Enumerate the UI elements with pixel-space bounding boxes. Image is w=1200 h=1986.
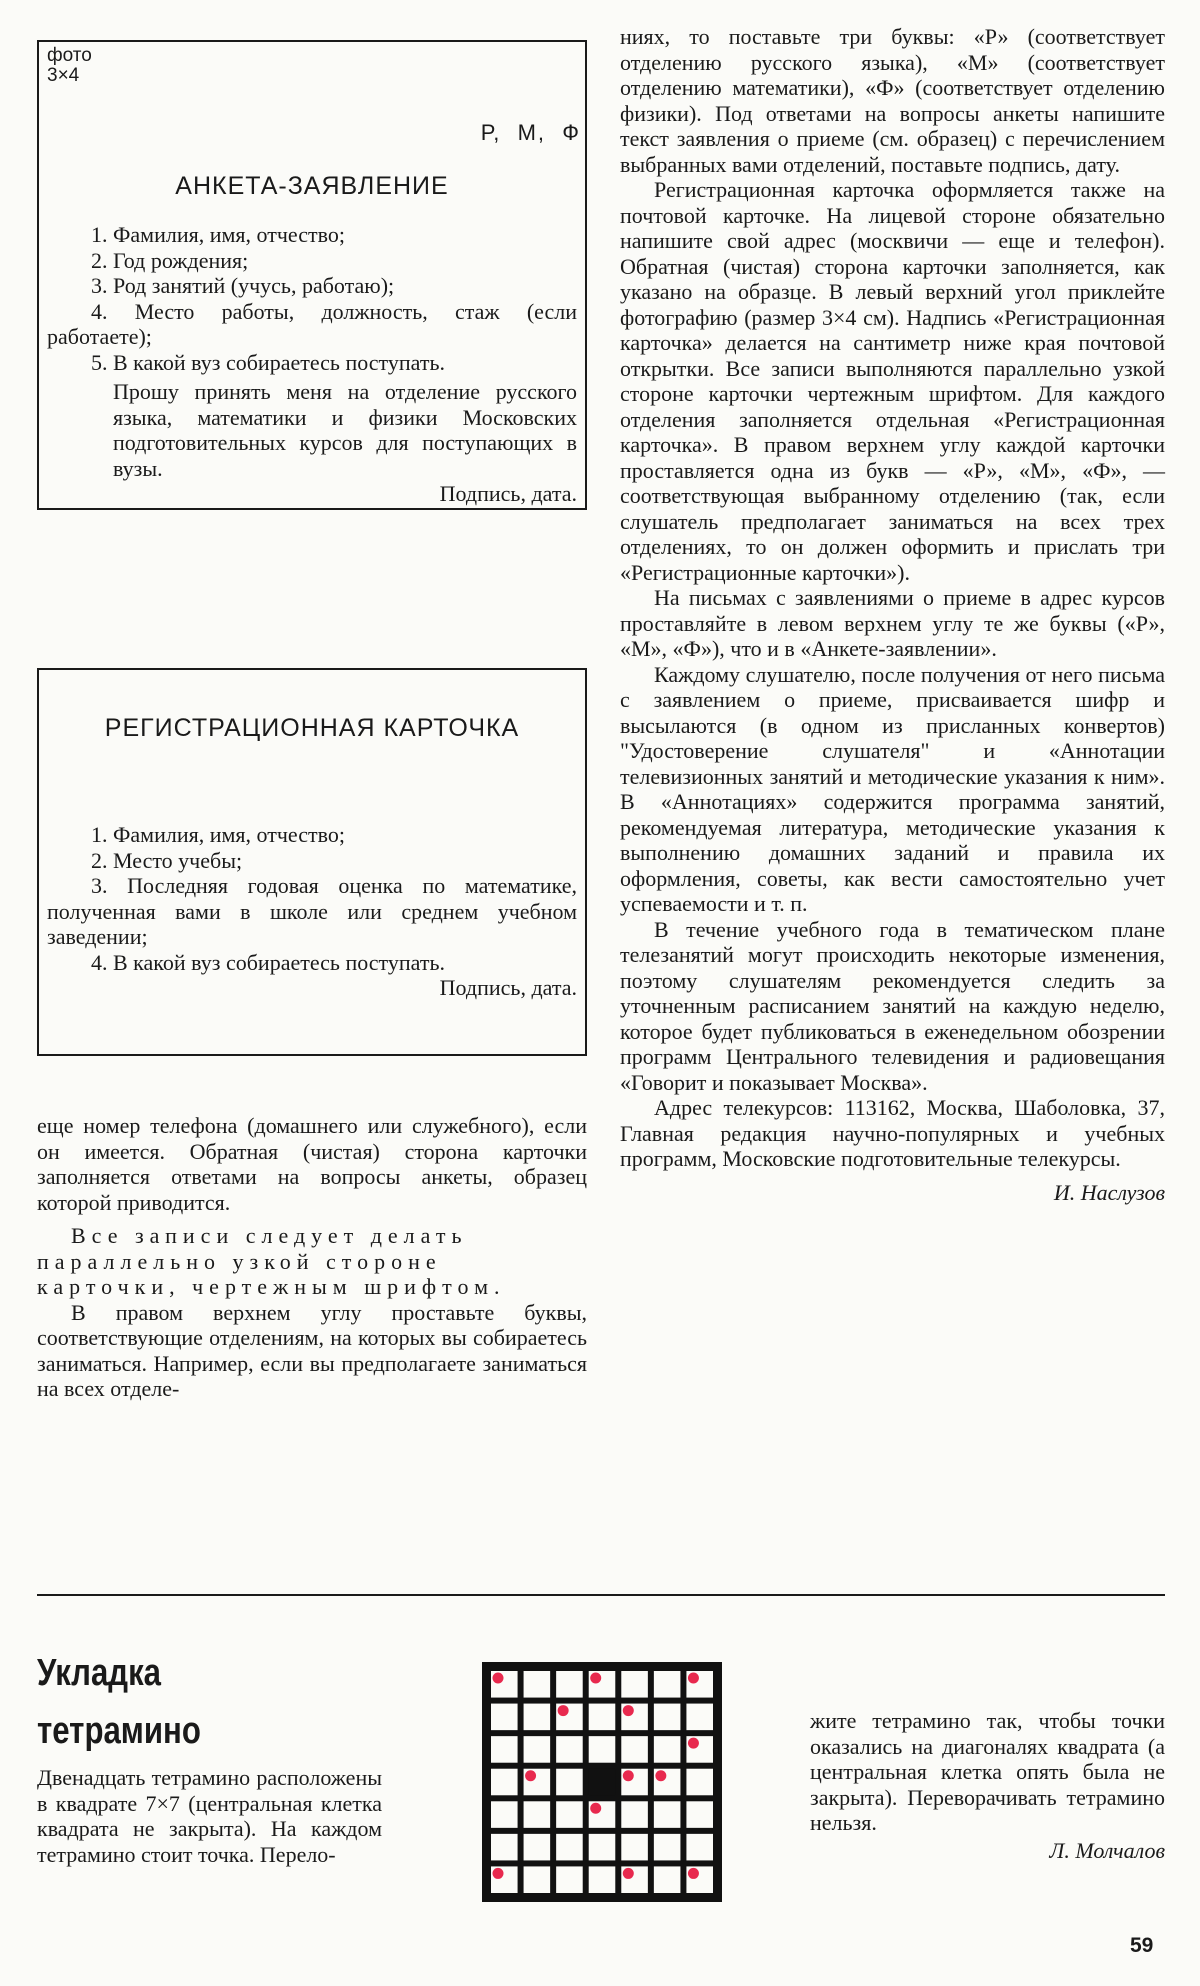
anketa-item: 2. Год рождения; (91, 247, 249, 273)
grid-cell (524, 1801, 551, 1828)
tetramino-dot (493, 1868, 504, 1879)
tetramino-dot (688, 1738, 699, 1749)
grid-cell (491, 1769, 518, 1796)
reg-card-item: 4. В какой вуз собираетесь поступать. (91, 949, 445, 975)
anketa-item: 5. В какой вуз собираетесь поступать. (91, 349, 445, 375)
right-paragraph: Адрес телекурсов: 113162, Москва, Шаболовка, 37, Главная редакция научно-популярных и учебных программ, Московские подготовительные телекурсы. (620, 1095, 1165, 1171)
photo-label: фото 3×4 (47, 45, 92, 86)
grid-cell (556, 1671, 583, 1698)
tetramino-dot (590, 1803, 601, 1814)
tetramino-dot (558, 1705, 569, 1716)
grid-cell (491, 1704, 518, 1731)
grid-cell (556, 1801, 583, 1828)
right-paragraph: ниях, то поставьте три буквы: «Р» (соответствует отделению русского языка), «М» (соответствует отделению математики), «Ф» (соответствует отделению физики). Под ответами на вопросы анкеты напишите текст заявления о приеме (см. образец) с перечислением выбранных вами отделений, поставьте подпись, дату. (620, 24, 1165, 177)
right-author: И. Наслузов (1053, 1179, 1165, 1205)
grid-cell (524, 1834, 551, 1861)
puzzle-title-line2: тетрамино (37, 1710, 201, 1752)
reg-card-signature: Подпись, дата. (439, 975, 577, 1000)
anketa-item: 3. Род занятий (учусь, работаю); (91, 273, 395, 298)
left-paragraph: В правом верхнем углу проставьте буквы, соответствующие отделениям, на которых вы собираетесь заниматься. Например, если вы предполагаете заниматься на всех отделе- (37, 1299, 587, 1401)
grid-cell (589, 1736, 616, 1763)
grid-cell (524, 1671, 551, 1698)
grid-cell (589, 1866, 616, 1893)
grid-cell (686, 1704, 713, 1731)
reg-card-items (47, 822, 577, 975)
grid-cell (589, 1704, 616, 1731)
grid-cell (654, 1736, 681, 1763)
tetramino-dot (623, 1868, 634, 1879)
grid-cell (686, 1834, 713, 1861)
grid-cell (654, 1671, 681, 1698)
registration-card (37, 668, 587, 1056)
right-paragraph: В течение учебного года в тематическом плане телезанятий могут происходить некоторые изменения, поэтому слушателям рекомендуется следить за уточненным расписанием занятий на каждую неделю, которое будет публиковаться в еженедельном обозрении программ Центрального телевидения и радиовещания «Говорит и показывает Москва». (620, 916, 1165, 1095)
anketa-item: 4. Место работы, должность, стаж (если работаете); (47, 298, 577, 349)
grid-cell (556, 1769, 583, 1796)
reg-card-title: РЕГИСТРАЦИОННАЯ КАРТОЧКА (104, 714, 520, 742)
grid-cell (524, 1736, 551, 1763)
grid-cell (589, 1834, 616, 1861)
grid-cell (686, 1801, 713, 1828)
reg-card-item: 2. Место учебы; (91, 847, 243, 873)
right-column-text (620, 24, 1165, 1206)
anketa-request: Прошу принять меня на отделение русского языка, математики и физики Московских подготовительных курсов для поступающих в вузы. (113, 379, 577, 481)
grid-cell (621, 1801, 648, 1828)
tetramino-grid (482, 1662, 722, 1902)
left-paragraph-spaced: Все записи следует делать параллельно узкой стороне карточки, чертежным шрифтом. (37, 1223, 506, 1299)
grid-cell (654, 1866, 681, 1893)
grid-cell (686, 1769, 713, 1796)
section-divider (37, 1594, 1165, 1596)
grid-cell (491, 1801, 518, 1828)
tetramino-dot (688, 1868, 699, 1879)
department-letters: Р, М, Ф (480, 120, 581, 145)
right-paragraph: Каждому слушателю, после получения от него письма с заявлением о приеме, присваивается шифр и высылаются (в одном из присланных конвертов) "Удостоверение слушателя" и «Аннотации телевизионных занятий и методические указания к ним». В «Аннотациях» содержится программа занятий, рекомендуемая литература, методические указания к выполнению домашних заданий и правила их оформления, советы, как вести самостоятельно учет успеваемости и т. п. (620, 661, 1165, 916)
puzzle-text-right: жите тетрамино так, чтобы точки оказались на диагоналях квадрата (а центральная клетка опять была не закрыта). Переворачивать тетрамино нельзя. (810, 1708, 1165, 1835)
anketa-item: 1. Фамилия, имя, отчество; (91, 222, 345, 247)
puzzle-author: Л. Молчалов (1049, 1838, 1165, 1863)
right-paragraph: На письмах с заявлениями о приеме в адрес курсов проставляйте в левом верхнем углу те же буквы («Р», «М», «Ф»), что и в «Анкете-заявлении». (620, 585, 1165, 661)
anketa-items (47, 222, 577, 375)
tetramino-dot (688, 1673, 699, 1684)
grid-cell (654, 1704, 681, 1731)
puzzle-text-left: Двенадцать тетрамино расположены в квадрате 7×7 (центральная клетка квадрата не закрыта). На каждом тетрамино стоит точка. Перело- (37, 1765, 382, 1867)
tetramino-dot (493, 1673, 504, 1684)
grid-cell (621, 1671, 648, 1698)
anketa-form (37, 40, 587, 510)
grid-cell (654, 1801, 681, 1828)
right-paragraph: Регистрационная карточка оформляется также на почтовой карточке. На лицевой стороне обязательно напишите свой адрес (москвичи — еще и телефон). Обратная (чистая) сторона карточки заполняется, как указано на образце. В левый верхний угол приклейте фотографию (размер 3×4 см). Надпись «Регистрационная карточка» делается на сантиметр ниже края почтовой открытки. Все записи выполняются параллельно узкой стороне карточки чертежным шрифтом. Для каждого отделения заполняется отдельная «Регистрационная карточка». В правом верхнем углу каждой карточки проставляется одна из букв — «Р», «М», «Ф», — соответствующая выбранному отделению (так, если слушатель предполагает заниматься на всех трех отделениях, то он должен оформить и прислать три «Регистрационные карточки»). (620, 177, 1165, 585)
reg-card-item: 3. Последняя годовая оценка по математике, полученная вами в школе или среднем учебном заведении; (47, 873, 577, 949)
page-number: 59 (1130, 1934, 1154, 1957)
grid-cell (524, 1704, 551, 1731)
anketa-signature: Подпись, дата. (439, 481, 577, 506)
tetramino-dot (525, 1770, 536, 1781)
tetramino-dot (623, 1705, 634, 1716)
left-paragraph: еще номер телефона (домашнего или служебного), если он имеется. Обратная (чистая) сторона карточки заполняется ответами на вопросы анкеты, образец которой приводится. (37, 1113, 587, 1215)
grid-cell (491, 1736, 518, 1763)
tetramino-dot (590, 1673, 601, 1684)
grid-cell (621, 1834, 648, 1861)
puzzle-title-line1: Укладка (37, 1652, 162, 1694)
reg-card-item: 1. Фамилия, имя, отчество; (91, 822, 345, 847)
grid-cell (556, 1736, 583, 1763)
grid-cell (621, 1736, 648, 1763)
grid-cell (524, 1866, 551, 1893)
grid-cell (654, 1834, 681, 1861)
grid-cell (491, 1834, 518, 1861)
grid-cell (556, 1866, 583, 1893)
tetramino-dot (655, 1770, 666, 1781)
grid-cell (556, 1834, 583, 1861)
grid-center-cell (589, 1769, 616, 1796)
left-column-text (37, 1113, 587, 1402)
tetramino-dot (623, 1770, 634, 1781)
anketa-title: АНКЕТА-ЗАЯВЛЕНИЕ (175, 172, 449, 200)
